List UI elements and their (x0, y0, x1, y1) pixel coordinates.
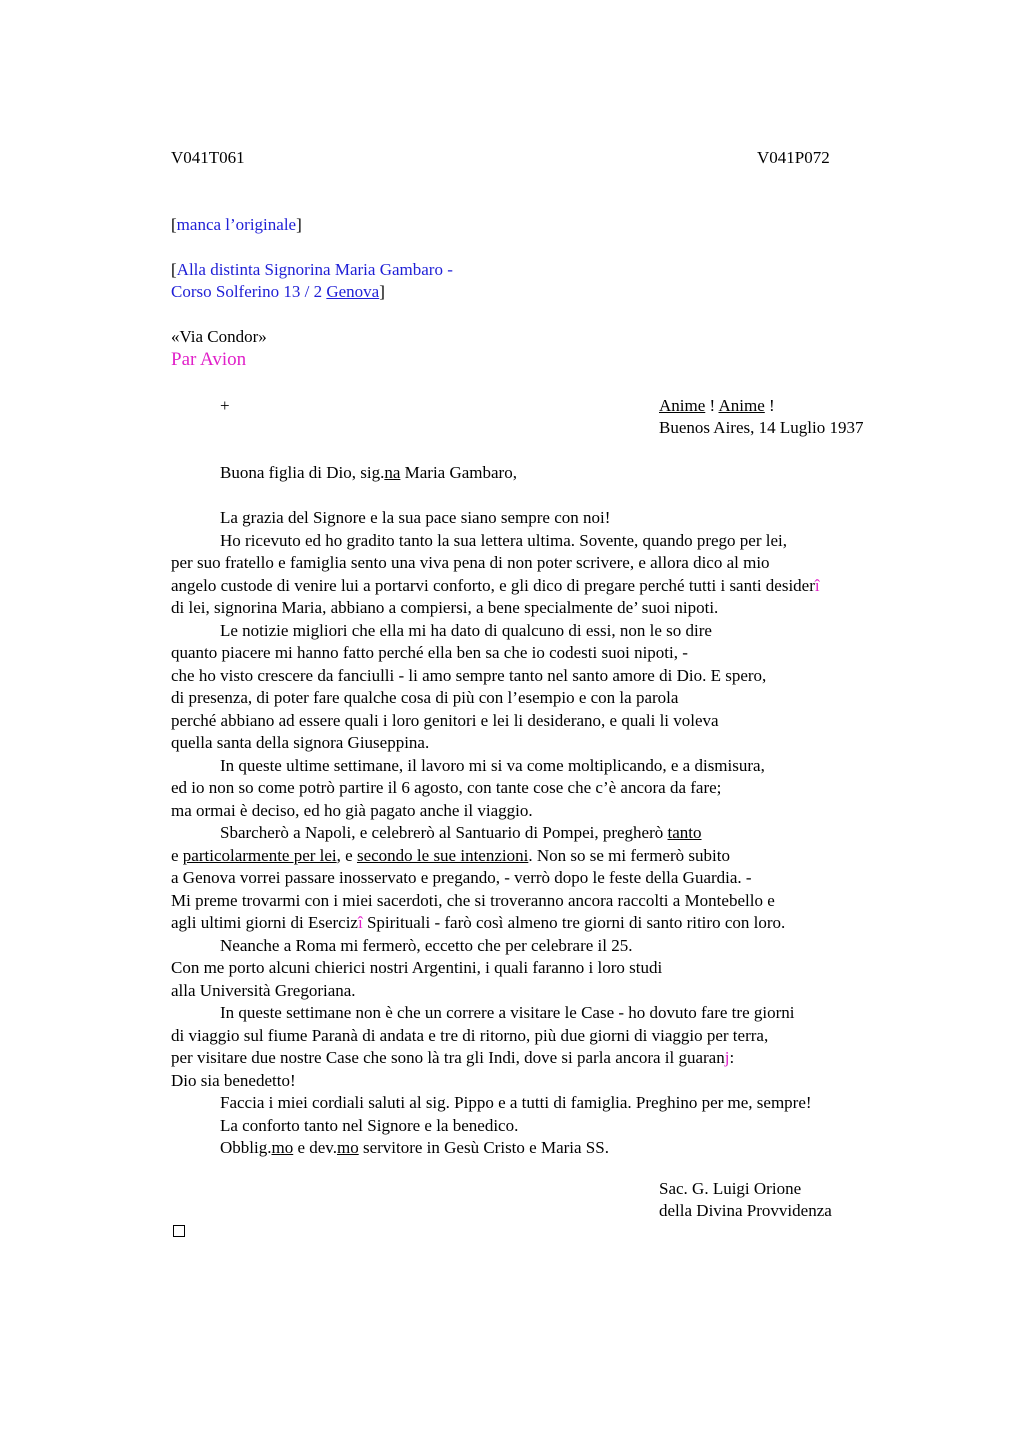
body-line: che ho visto crescere da fanciulli - li amo sempre tanto nel santo amore di Dio. E spero, (171, 665, 767, 685)
body-line: agli ultimi giorni di Esercizî Spirituali - farò così almeno tre giorni di santo ritiro con loro. (171, 913, 786, 932)
body-line: di presenza, di poter fare qualche cosa di più con l’esempio e con la parola (171, 688, 679, 707)
body-line: Le notizie migliori che ella mi ha dato di qualcuno di essi, non le so dire (220, 620, 712, 640)
body-line: ed io non so come potrò partire il 6 agosto, con tante cose che c’è ancora da fare; (171, 778, 722, 797)
document-code-right: V041P072 (757, 148, 830, 167)
address-line-2 (171, 281, 385, 303)
address-street: Corso Solferino 13 / 2 (171, 282, 327, 301)
address-line-1 (171, 259, 453, 281)
body-line: e particolarmente per lei, e secondo le sue intenzioni. Non so se mi fermerò subito (171, 845, 730, 865)
motto-word-1: Anime (659, 396, 706, 415)
editorial-note (171, 214, 302, 236)
body-line: In queste settimane non è che un correre a visitare le Case - ho dovuto fare tre giorni (220, 1003, 795, 1022)
body-line: a Genova vorrei passare inosservato e pregando, - verrò dopo le feste della Guardia. - (171, 868, 752, 887)
end-of-letter-box-icon (173, 1225, 185, 1237)
address-city: Genova (326, 282, 380, 301)
body-line: Obblig.mo e dev.mo servitore in Gesù Cristo e Maria SS. (220, 1138, 609, 1157)
body-line: La grazia del Signore e la sua pace siano sempre con noi! (220, 508, 611, 527)
bracket-open: [ (171, 215, 177, 234)
document-code-left: V041T061 (171, 148, 245, 167)
body-line: La conforto tanto nel Signore e la benedico. (220, 1115, 519, 1135)
editorial-diacritic: î (814, 575, 820, 595)
body-line: per visitare due nostre Case che sono là tra gli Indi, dove si parla ancora il guaranj: (171, 1048, 735, 1067)
body-line: Mi preme trovarmi con i miei sacerdoti, che si troveranno ancora raccolti a Montebello e (171, 890, 775, 910)
motto-word-2: Anime (718, 396, 765, 415)
body-line: alla Università Gregoriana. (171, 980, 356, 1000)
body-line: quanto piacere mi hanno fatto perché ella ben sa che io codesti suoi nipoti, - (171, 643, 688, 662)
bracket-close: ] (296, 215, 302, 234)
motto: Anime ! Anime ! (659, 396, 775, 415)
cross-mark: + (220, 396, 230, 415)
salutation: Buona figlia di Dio, sig.na Maria Gambaro, (220, 463, 517, 482)
address-recipient: Alla distinta Signorina Maria Gambaro - (176, 260, 453, 279)
body-line: per suo fratello e famiglia sento una viva pena di non poter scrivere, e allora dico al mio (171, 553, 770, 572)
note-text: manca l’originale (176, 215, 297, 234)
signature-name: Sac. G. Luigi Orione (659, 1179, 802, 1198)
body-line: Ho ricevuto ed ho gradito tanto la sua lettera ultima. Sovente, quando prego per lei, (220, 530, 787, 550)
body-line: Neanche a Roma mi fermerò, eccetto che per celebrare il 25. (220, 935, 633, 955)
editorial-diacritic: î (357, 913, 363, 932)
bracket-close: ] (379, 282, 385, 301)
body-line: Dio sia benedetto! (171, 1070, 296, 1090)
body-line: Sbarcherò a Napoli, e celebrerò al Santuario di Pompei, pregherò tanto (220, 823, 702, 842)
body-line: ma ormai è deciso, ed ho già pagato anche il viaggio. (171, 800, 533, 820)
body-line: di lei, signorina Maria, abbiano a compiersi, a bene specialmente de’ suoi nipoti. (171, 598, 719, 617)
bracket-open: [ (171, 260, 177, 279)
body-line: In queste ultime settimane, il lavoro mi si va come moltiplicando, e a dismisura, (220, 755, 765, 775)
signature-congregation: della Divina Provvidenza (659, 1201, 832, 1220)
body-line: Con me porto alcuni chierici nostri Argentini, i quali faranno i loro studi (171, 958, 663, 977)
editorial-diacritic: j (724, 1048, 730, 1067)
body-line: Faccia i miei cordiali saluti al sig. Pippo e a tutti di famiglia. Preghino per me, sempre! (220, 1093, 812, 1112)
body-line: quella santa della signora Giuseppina. (171, 733, 430, 752)
par-avion: Par Avion (171, 349, 247, 370)
via-condor: «Via Condor» (171, 327, 267, 346)
body-line: angelo custode di venire lui a portarvi conforto, e gli dico di pregare perché tutti i santi desiderî (171, 575, 820, 595)
letter-date: Buenos Aires, 14 Luglio 1937 (659, 418, 864, 437)
letter-body (171, 507, 931, 1160)
body-line: di viaggio sul fiume Paranà di andata e tre di ritorno, più due giorni di viaggio per terra, (171, 1025, 769, 1045)
body-line: perché abbiano ad essere quali i loro genitori e lei li desiderano, e quali li voleva (171, 710, 719, 730)
